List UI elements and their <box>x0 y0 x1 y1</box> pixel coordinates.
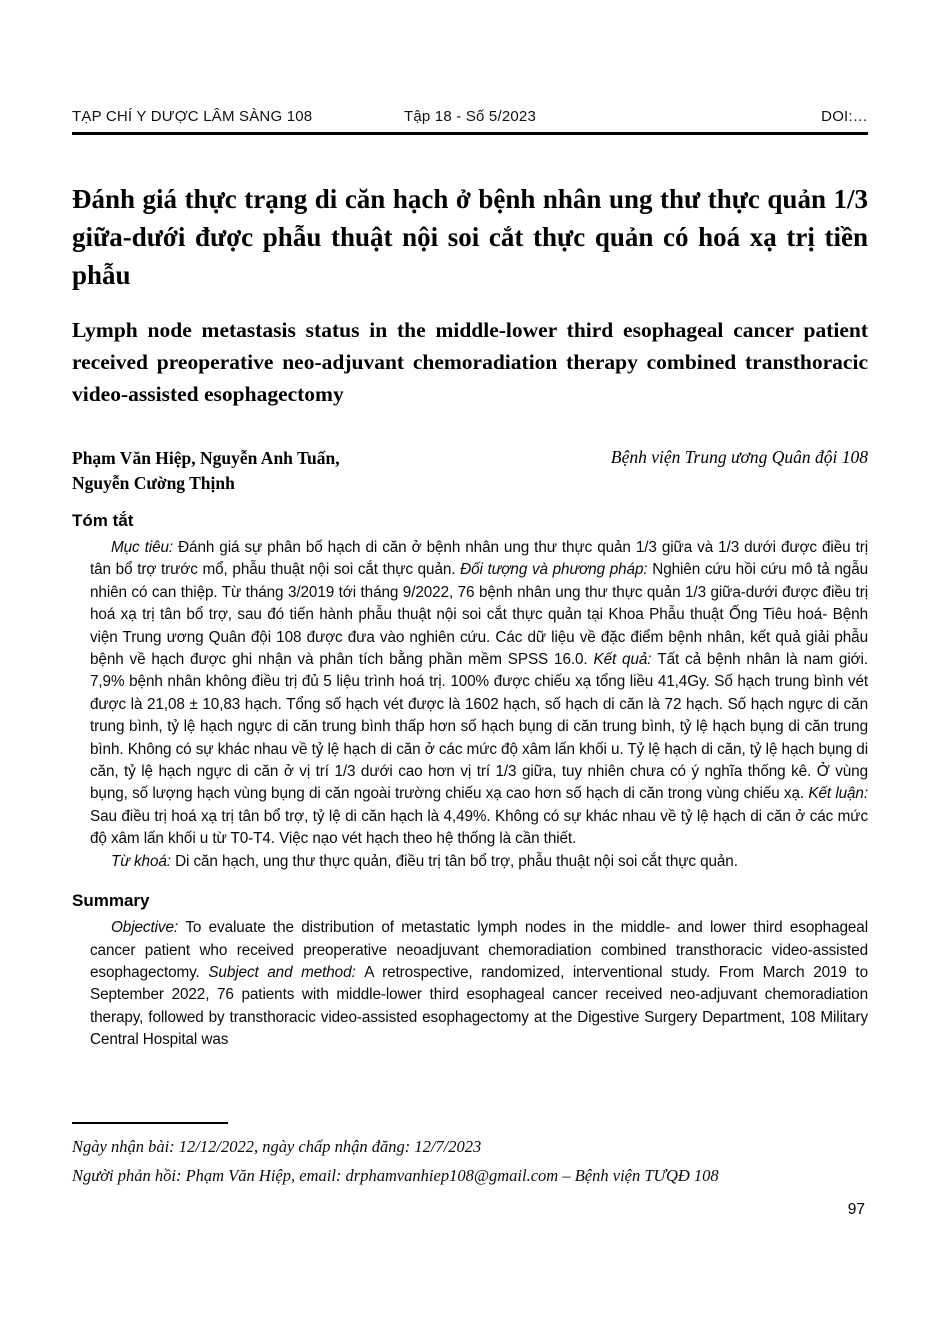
journal-doi: DOI:… <box>821 108 868 125</box>
header-rule <box>72 132 868 135</box>
page-number: 97 <box>847 1201 865 1218</box>
byline <box>72 446 868 496</box>
footnote-received-date: Ngày nhận bài: 12/12/2022, ngày chấp nhận đăng: 12/7/2023 <box>72 1137 482 1156</box>
journal-issue: Tập 18 - Số 5/2023 <box>403 108 537 125</box>
keywords-paragraph: Từ khoá: Di căn hạch, ung thư thực quản, điều trị tân bổ trợ, phẫu thuật nội soi cắt thực quản. <box>111 852 738 870</box>
footnote-rule <box>72 1122 228 1124</box>
summary-heading: Summary <box>72 891 150 911</box>
footnote-correspondence: Người phản hồi: Phạm Văn Hiệp, email: drphamvanhiep108@gmail.com – Bệnh viện TƯQĐ 108 <box>72 1165 719 1185</box>
footnote-block <box>72 1122 719 1190</box>
abstract-heading: Tóm tắt <box>72 511 134 530</box>
affiliation: Bệnh viện Trung ương Quân đội 108 <box>610 447 868 467</box>
authors <box>72 446 340 496</box>
running-head <box>72 108 868 125</box>
journal-name: TẠP CHÍ Y DƯỢC LÂM SÀNG 108 <box>72 108 313 125</box>
article-title-vietnamese: Đánh giá thực trạng di căn hạch ở bệnh nhân ung thư thực quản 1/3 giữa-dưới được phẫu thuật nội soi cắt thực quản có hoá xạ trị tiền phẫu <box>72 184 868 290</box>
abstract-paragraph: Mục tiêu: Đánh giá sự phân bố hạch di căn ở bệnh nhân ung thư thực quản 1/3 giữa và 1/3 dưới được điều trị tân bổ trợ trước mổ, phẫu thuật nội soi cắt thực quản. Đối tượng và phương pháp: Nghiên cứu hồi cứu mô tả ngẫu nhiên có can thiệp. Từ tháng 3/2019 tới tháng 9/2022, 76 bệnh nhân ung thư thực quản 1/3 giữa-dưới được điều trị hoá xạ trị tân bổ trợ, sau đó tiến hành phẫu thuật nội soi cắt thực quản tại Khoa Phẫu thuật Ống Tiêu hoá- Bệnh viện Trung ương Quân đội 108 được đưa vào nghiên cứu. Các dữ liệu về đặc điểm bệnh nhân, kết quả giải phẫu bệnh về hạch được ghi nhận và phân tích bằng phần mềm SPSS 16.0. Kết quả: Tất cả bệnh nhân là nam giới. 7,9% bệnh nhân không điều trị đủ 5 liệu trình hoá trị. 100% được chiếu xạ tổng liều 41,4Gy. Số hạch trung bình vét được là 21,08 ± 10,83 hạch. Tổng số hạch vét được là 1602 hạch, số hạch di căn là 72 hạch. Số hạch ngực di căn trung bình, tỷ lệ hạch ngực di căn trung bình thấp hơn số hạch bụng di căn trung bình, tỷ lệ hạch bụng di căn trung bình. Không có sự khác nhau về tỷ lệ hạch di căn ở các mức độ xâm lấn khối u. Tỷ lệ hạch di căn, tỷ lệ hạch bụng di căn, tỷ lệ hạch ngực di căn ở vị trí 1/3 dưới cao hơn vị trí 1/3 giữa, tuy nhiên chưa có ý nghĩa thống kê. Ở vùng bụng, số lượng hạch vùng bụng di căn ngoài trường chiếu xạ cao hơn số hạch di căn trong vùng chiếu xạ. Kết luận: Sau điều trị hoá xạ trị tân bổ trợ, tỷ lệ di căn hạch là 4,49%. Không có sự khác nhau về tỷ lệ hạch di căn ở các mức độ xâm lấn khối u từ T0-T4. Việc nạo vét hạch theo hệ thống là cần thiết. <box>90 539 869 848</box>
authors-line-2: Nguyễn Cường Thịnh <box>72 473 235 493</box>
article-title-english: Lymph node metastasis status in the middle-lower third esophageal cancer patient received preoperative neo-adjuvant chemoradiation therapy combined transthoracic video-assisted esophagectomy <box>72 318 868 406</box>
summary-paragraph: Objective: To evaluate the distribution of metastatic lymph nodes in the middle- and lower third esophageal cancer patient who received preoperative neoadjuvant chemoradiation combined transthoracic video-assisted esophagectomy. Subject and method: A retrospective, randomized, interventional study. From March 2019 to September 2022, 76 patients with middle-lower third esophageal cancer received neo-adjuvant chemoradiation therapy, followed by transthoracic video-assisted esophagectomy at the Digestive Surgery Department, 108 Military Central Hospital was <box>90 919 868 1049</box>
authors-line-1: Phạm Văn Hiệp, Nguyễn Anh Tuấn, <box>72 448 340 468</box>
